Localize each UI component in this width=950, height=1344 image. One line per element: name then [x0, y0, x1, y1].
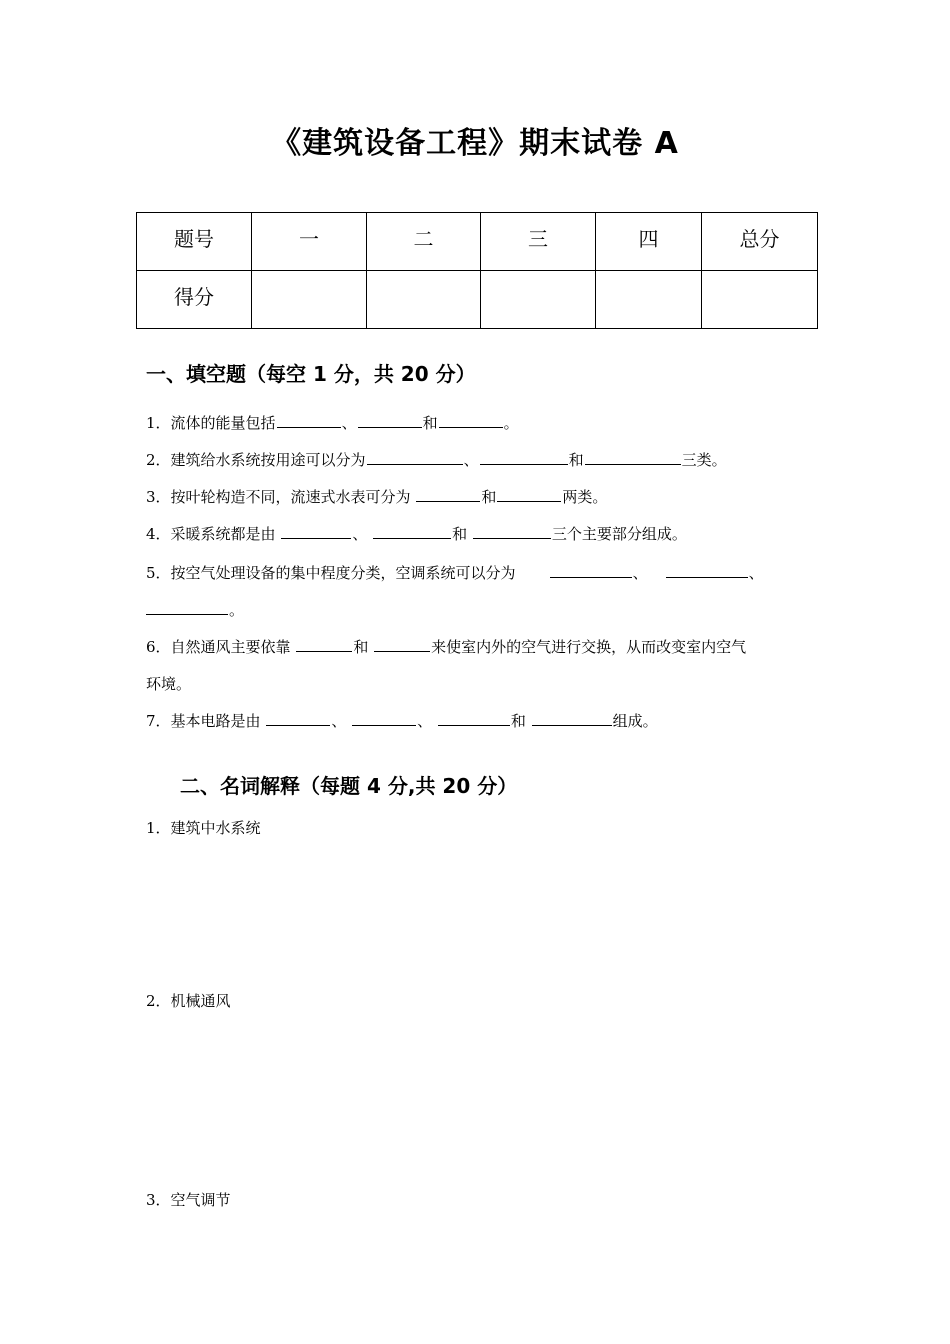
- question-2-text-b: 、: [463, 451, 479, 469]
- question-7: [146, 710, 658, 731]
- section1-heading: 一、填空题（每空 1 分，共 20 分）: [146, 362, 476, 386]
- question-4-text-a: 采暖系统都是由: [170, 525, 281, 543]
- blank-2-3[interactable]: [585, 452, 681, 465]
- question-6: [146, 636, 746, 657]
- term-item-3: 3．空气调节: [146, 1191, 231, 1209]
- question-6-text-b: 和: [353, 638, 374, 656]
- blank-3-1[interactable]: [416, 489, 480, 502]
- section2-heading: 二、名词解释（每题 4 分,共 20 分）: [180, 774, 518, 798]
- question-7-text-b: 、: [331, 712, 352, 730]
- header-cell-total: 总分: [702, 213, 818, 271]
- header-cell-2: 二: [367, 213, 481, 271]
- blank-4-1[interactable]: [281, 526, 351, 539]
- question-7-text-e: 组成。: [612, 712, 658, 730]
- blank-1-2[interactable]: [358, 415, 422, 428]
- question-6-text-a: 自然通风主要依靠: [170, 638, 296, 656]
- question-3-text-a: 按叶轮构造不同，流速式水表可分为: [170, 488, 416, 506]
- question-7-text-a: 基本电路是由: [170, 712, 266, 730]
- term-item-2: 2．机械通风: [146, 992, 231, 1010]
- blank-1-1[interactable]: [277, 415, 341, 428]
- header-cell-4: 四: [596, 213, 702, 271]
- blank-3-2[interactable]: [497, 489, 561, 502]
- question-1-text-b: 、: [341, 414, 357, 432]
- question-1-text-d: 。: [503, 414, 519, 432]
- exam-title: 《建筑设备工程》期末试卷 A: [271, 126, 679, 161]
- header-cell-3: 三: [481, 213, 596, 271]
- question-5: [146, 562, 764, 583]
- question-7-text-d: 和: [510, 712, 531, 730]
- question-2-text-d: 三类。: [681, 451, 727, 469]
- blank-7-1[interactable]: [266, 713, 330, 726]
- question-7-number: 7．: [146, 712, 171, 730]
- score-cell-3[interactable]: [481, 271, 596, 329]
- question-5-number: 5．: [146, 564, 171, 582]
- question-5-text-d: 。: [229, 601, 245, 619]
- question-7-text-c: 、: [417, 712, 437, 730]
- header-cell-1: 一: [252, 213, 367, 271]
- score-table-score-row: [137, 271, 818, 329]
- blank-7-2[interactable]: [352, 713, 416, 726]
- score-cell-4[interactable]: [596, 271, 702, 329]
- question-5-text-b: 、: [632, 564, 648, 582]
- score-table: [136, 212, 818, 329]
- question-4-number: 4．: [146, 525, 171, 543]
- question-1-text-a: 流体的能量包括: [170, 414, 276, 432]
- question-3-text-c: 两类。: [562, 488, 608, 506]
- blank-1-3[interactable]: [439, 415, 503, 428]
- question-2: [146, 449, 727, 470]
- blank-5-1[interactable]: [550, 565, 632, 578]
- blank-6-2[interactable]: [374, 639, 430, 652]
- score-table-header-row: [137, 213, 818, 271]
- question-4: [146, 523, 687, 544]
- score-cell-2[interactable]: [367, 271, 481, 329]
- score-cell-1[interactable]: [252, 271, 367, 329]
- blank-2-1[interactable]: [367, 452, 463, 465]
- question-4-text-d: 三个主要部分组成。: [551, 525, 687, 543]
- blank-7-3[interactable]: [438, 713, 510, 726]
- blank-5-2[interactable]: [666, 565, 748, 578]
- question-5-cont: [146, 599, 244, 620]
- blank-4-2[interactable]: [373, 526, 451, 539]
- question-3-text-b: 和: [481, 488, 497, 506]
- question-3: [146, 486, 607, 507]
- term-item-1: 1．建筑中水系统: [146, 819, 261, 837]
- question-2-text-a: 建筑给水系统按用途可以分为: [170, 451, 366, 469]
- question-1-number: 1．: [146, 414, 171, 432]
- header-cell-question-no: 题号: [137, 213, 252, 271]
- blank-5-3[interactable]: [146, 602, 228, 615]
- question-6-cont: 环境。: [146, 675, 192, 693]
- question-2-text-c: 和: [568, 451, 584, 469]
- question-4-text-b: 、: [352, 525, 373, 543]
- question-5-text-c: 、: [748, 564, 764, 582]
- blank-7-4[interactable]: [532, 713, 612, 726]
- score-row-label: 得分: [137, 271, 252, 329]
- question-5-text-a: 按空气处理设备的集中程度分类，空调系统可以分为: [170, 564, 516, 582]
- blank-4-3[interactable]: [473, 526, 551, 539]
- blank-6-1[interactable]: [296, 639, 352, 652]
- question-1-text-c: 和: [422, 414, 438, 432]
- score-cell-total[interactable]: [702, 271, 818, 329]
- blank-2-2[interactable]: [480, 452, 568, 465]
- question-6-number: 6．: [146, 638, 171, 656]
- question-1: [146, 412, 519, 433]
- question-3-number: 3．: [146, 488, 171, 506]
- question-6-text-c: 来使室内外的空气进行交换，从而改变室内空气: [431, 638, 747, 656]
- question-2-number: 2．: [146, 451, 171, 469]
- question-4-text-c: 和: [452, 525, 472, 543]
